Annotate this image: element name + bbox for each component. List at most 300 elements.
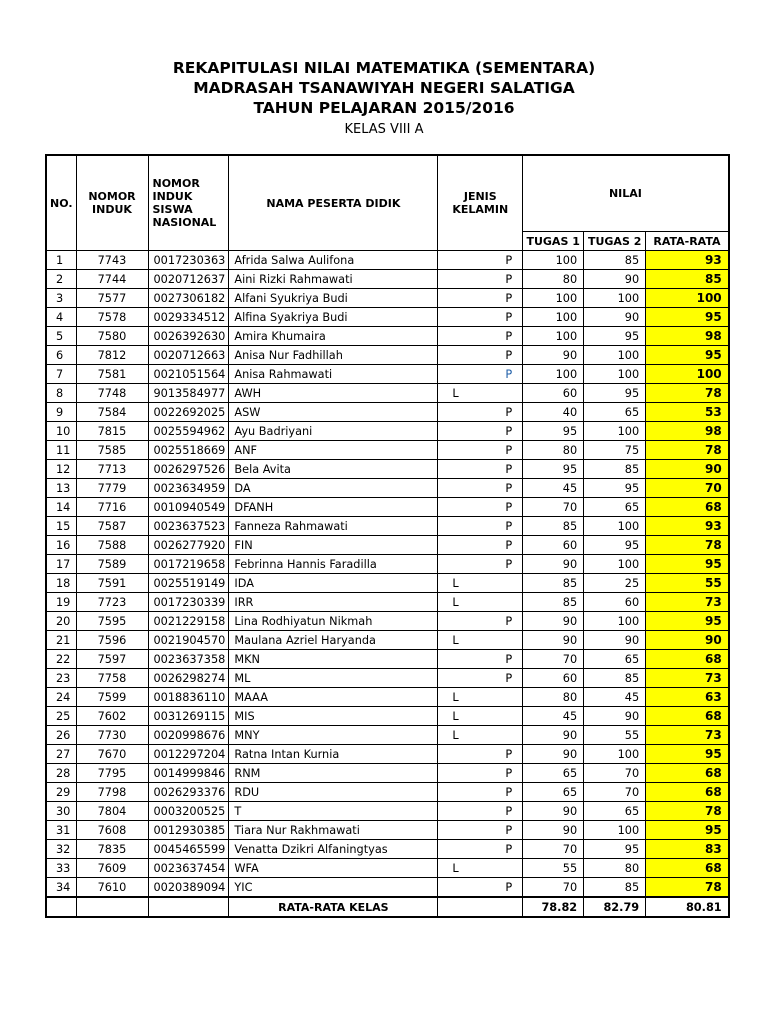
tugas2-score: 90 — [584, 707, 646, 726]
row-number: 30 — [46, 802, 76, 821]
table-row — [46, 536, 729, 555]
gender-p: P — [476, 441, 523, 460]
tugas2-score: 45 — [584, 688, 646, 707]
row-number: 28 — [46, 764, 76, 783]
gender-p: P — [476, 764, 523, 783]
nomor-induk: 7723 — [76, 593, 148, 612]
table-row — [46, 251, 729, 270]
nomor-induk: 7804 — [76, 802, 148, 821]
table-row — [46, 498, 729, 517]
student-name: Tiara Nur Rakhmawati — [229, 821, 438, 840]
average-score: 95 — [646, 308, 729, 327]
gender-p: P — [476, 840, 523, 859]
nomor-induk: 7577 — [76, 289, 148, 308]
gender-l — [438, 555, 476, 574]
tugas1-score: 90 — [523, 821, 584, 840]
gender-l: L — [438, 688, 476, 707]
nomor-induk: 7795 — [76, 764, 148, 783]
gender-l: L — [438, 707, 476, 726]
nisn: 0026392630 — [148, 327, 229, 346]
tugas1-score: 70 — [523, 878, 584, 898]
nisn: 0023637523 — [148, 517, 229, 536]
nomor-induk: 7730 — [76, 726, 148, 745]
nomor-induk: 7713 — [76, 460, 148, 479]
nisn: 0020712637 — [148, 270, 229, 289]
title-line-1: REKAPITULASI NILAI MATEMATIKA (SEMENTARA) — [172, 59, 596, 77]
table-row — [46, 707, 729, 726]
row-number: 14 — [46, 498, 76, 517]
gender-l — [438, 764, 476, 783]
gender-p: P — [476, 270, 523, 289]
gender-p: P — [476, 555, 523, 574]
average-score: 78 — [646, 441, 729, 460]
gender-l — [438, 821, 476, 840]
average-score: 85 — [646, 270, 729, 289]
title-line-3: TAHUN PELAJARAN 2015/2016 — [253, 99, 515, 117]
average-score: 78 — [646, 878, 729, 898]
nomor-induk: 7589 — [76, 555, 148, 574]
gender-l: L — [438, 593, 476, 612]
row-number: 1 — [46, 251, 76, 270]
student-name: Ratna Intan Kurnia — [229, 745, 438, 764]
average-score: 68 — [646, 650, 729, 669]
tugas2-score: 95 — [584, 327, 646, 346]
row-number: 16 — [46, 536, 76, 555]
gender-l — [438, 878, 476, 898]
gender-l — [438, 783, 476, 802]
row-number: 2 — [46, 270, 76, 289]
average-score: 95 — [646, 745, 729, 764]
gender-p: P — [476, 460, 523, 479]
gender-l — [438, 517, 476, 536]
table-row — [46, 764, 729, 783]
tugas2-score: 25 — [584, 574, 646, 593]
tugas2-score: 85 — [584, 878, 646, 898]
gender-p: P — [476, 422, 523, 441]
student-name: MAAA — [229, 688, 438, 707]
row-number: 25 — [46, 707, 76, 726]
gender-p: P — [476, 289, 523, 308]
table-row — [46, 346, 729, 365]
student-name: Ayu Badriyani — [229, 422, 438, 441]
tugas2-score: 85 — [584, 669, 646, 688]
average-score: 98 — [646, 327, 729, 346]
gender-p: P — [476, 669, 523, 688]
gender-l — [438, 840, 476, 859]
tugas2-score: 70 — [584, 783, 646, 802]
gender-l: L — [438, 726, 476, 745]
tugas1-score: 100 — [523, 251, 584, 270]
col-nama-header: NAMA PESERTA DIDIK — [229, 155, 438, 251]
gender-p — [476, 688, 523, 707]
row-number: 9 — [46, 403, 76, 422]
average-score: 70 — [646, 479, 729, 498]
class-average-tugas1: 78.82 — [523, 897, 584, 917]
tugas1-score: 100 — [523, 365, 584, 384]
average-score: 90 — [646, 460, 729, 479]
tugas1-score: 90 — [523, 802, 584, 821]
tugas2-score: 100 — [584, 346, 646, 365]
col-nisn-header: NOMOR INDUK SISWA NASIONAL — [148, 155, 229, 251]
nisn: 9013584977 — [148, 384, 229, 403]
tugas2-score: 60 — [584, 593, 646, 612]
gender-p: P — [476, 650, 523, 669]
gender-l — [438, 498, 476, 517]
row-number: 17 — [46, 555, 76, 574]
nomor-induk: 7595 — [76, 612, 148, 631]
row-number: 23 — [46, 669, 76, 688]
tugas1-score: 55 — [523, 859, 584, 878]
student-name: Maulana Azriel Haryanda — [229, 631, 438, 650]
tugas1-score: 100 — [523, 327, 584, 346]
nomor-induk: 7835 — [76, 840, 148, 859]
tugas1-score: 85 — [523, 574, 584, 593]
table-row — [46, 403, 729, 422]
class-average-rata: 80.81 — [646, 897, 729, 917]
nisn: 0025519149 — [148, 574, 229, 593]
gender-p: P — [476, 498, 523, 517]
tugas1-score: 80 — [523, 441, 584, 460]
student-name: Aini Rizki Rahmawati — [229, 270, 438, 289]
student-name: MKN — [229, 650, 438, 669]
col-nilai-header: NILAI — [523, 155, 729, 232]
tugas1-score: 70 — [523, 840, 584, 859]
student-name: Bela Avita — [229, 460, 438, 479]
table-row — [46, 878, 729, 898]
average-score: 100 — [646, 365, 729, 384]
tugas1-score: 95 — [523, 460, 584, 479]
student-name: WFA — [229, 859, 438, 878]
tugas1-score: 85 — [523, 517, 584, 536]
nisn: 0021051564 — [148, 365, 229, 384]
nomor-induk: 7779 — [76, 479, 148, 498]
row-number: 11 — [46, 441, 76, 460]
table-row — [46, 574, 729, 593]
tugas2-score: 90 — [584, 631, 646, 650]
nisn: 0026277920 — [148, 536, 229, 555]
col-tugas1-header: TUGAS 1 — [523, 232, 584, 251]
average-score: 83 — [646, 840, 729, 859]
table-row — [46, 479, 729, 498]
gender-l — [438, 802, 476, 821]
tugas2-score: 70 — [584, 764, 646, 783]
tugas1-score: 45 — [523, 707, 584, 726]
nisn: 0027306182 — [148, 289, 229, 308]
gender-l — [438, 308, 476, 327]
nisn: 0018836110 — [148, 688, 229, 707]
average-score: 68 — [646, 783, 729, 802]
nisn: 0023637358 — [148, 650, 229, 669]
student-name: RNM — [229, 764, 438, 783]
nisn: 0003200525 — [148, 802, 229, 821]
gender-p — [476, 631, 523, 650]
row-number: 27 — [46, 745, 76, 764]
gender-l — [438, 403, 476, 422]
average-score: 95 — [646, 612, 729, 631]
nisn: 0029334512 — [148, 308, 229, 327]
student-name: ML — [229, 669, 438, 688]
nomor-induk: 7609 — [76, 859, 148, 878]
nisn: 0022692025 — [148, 403, 229, 422]
student-name: Afrida Salwa Aulifona — [229, 251, 438, 270]
nomor-induk: 7716 — [76, 498, 148, 517]
gender-l — [438, 441, 476, 460]
table-row — [46, 555, 729, 574]
tugas2-score: 80 — [584, 859, 646, 878]
nomor-induk: 7591 — [76, 574, 148, 593]
tugas2-score: 100 — [584, 821, 646, 840]
gender-l — [438, 251, 476, 270]
nomor-induk: 7670 — [76, 745, 148, 764]
average-score: 95 — [646, 346, 729, 365]
table-row — [46, 688, 729, 707]
student-name: AWH — [229, 384, 438, 403]
table-row — [46, 517, 729, 536]
gender-p — [476, 593, 523, 612]
table-row — [46, 612, 729, 631]
row-number: 34 — [46, 878, 76, 898]
gender-p: P — [476, 308, 523, 327]
average-score: 90 — [646, 631, 729, 650]
nisn: 0025518669 — [148, 441, 229, 460]
tugas2-score: 75 — [584, 441, 646, 460]
tugas2-score: 100 — [584, 422, 646, 441]
row-number: 12 — [46, 460, 76, 479]
table-row — [46, 460, 729, 479]
gender-p: P — [476, 745, 523, 764]
nomor-induk: 7578 — [76, 308, 148, 327]
col-no-header: NO. — [46, 155, 76, 251]
footer-empty-cell — [76, 897, 148, 917]
tugas2-score: 95 — [584, 479, 646, 498]
table-row — [46, 365, 729, 384]
nomor-induk: 7748 — [76, 384, 148, 403]
gender-l — [438, 365, 476, 384]
tugas2-score: 95 — [584, 384, 646, 403]
nisn: 0020712663 — [148, 346, 229, 365]
row-number: 6 — [46, 346, 76, 365]
table-row — [46, 821, 729, 840]
row-number: 32 — [46, 840, 76, 859]
tugas2-score: 100 — [584, 289, 646, 308]
nisn: 0010940549 — [148, 498, 229, 517]
table-row — [46, 289, 729, 308]
nomor-induk: 7597 — [76, 650, 148, 669]
gender-l — [438, 327, 476, 346]
gender-l — [438, 479, 476, 498]
nisn: 0026298274 — [148, 669, 229, 688]
class-average-label: RATA-RATA KELAS — [229, 897, 438, 917]
student-name: Alfina Syakriya Budi — [229, 308, 438, 327]
gender-p: P — [476, 251, 523, 270]
average-score: 93 — [646, 251, 729, 270]
average-score: 78 — [646, 536, 729, 555]
nomor-induk: 7587 — [76, 517, 148, 536]
nisn: 0020998676 — [148, 726, 229, 745]
nisn: 0014999846 — [148, 764, 229, 783]
gender-p — [476, 726, 523, 745]
gender-l — [438, 612, 476, 631]
gender-p: P — [476, 479, 523, 498]
student-name: MIS — [229, 707, 438, 726]
gender-l — [438, 650, 476, 669]
average-score: 73 — [646, 726, 729, 745]
tugas1-score: 100 — [523, 308, 584, 327]
row-number: 24 — [46, 688, 76, 707]
tugas1-score: 90 — [523, 555, 584, 574]
row-number: 13 — [46, 479, 76, 498]
average-score: 95 — [646, 555, 729, 574]
col-nomor-induk-header: NOMOR INDUK — [76, 155, 148, 251]
student-name: Anisa Nur Fadhillah — [229, 346, 438, 365]
average-score: 95 — [646, 821, 729, 840]
nisn: 0012297204 — [148, 745, 229, 764]
tugas1-score: 70 — [523, 650, 584, 669]
gender-p: P — [476, 783, 523, 802]
nisn: 0026293376 — [148, 783, 229, 802]
average-score: 100 — [646, 289, 729, 308]
gender-p — [476, 707, 523, 726]
tugas1-score: 65 — [523, 764, 584, 783]
nisn: 0021229158 — [148, 612, 229, 631]
gender-l — [438, 460, 476, 479]
table-row — [46, 745, 729, 764]
nisn: 0026297526 — [148, 460, 229, 479]
row-number: 19 — [46, 593, 76, 612]
gender-p: P — [476, 365, 523, 384]
student-name: ANF — [229, 441, 438, 460]
tugas2-score: 85 — [584, 251, 646, 270]
nomor-induk: 7798 — [76, 783, 148, 802]
table-row — [46, 783, 729, 802]
nomor-induk: 7610 — [76, 878, 148, 898]
row-number: 31 — [46, 821, 76, 840]
tugas1-score: 90 — [523, 726, 584, 745]
student-name: DA — [229, 479, 438, 498]
nomor-induk: 7812 — [76, 346, 148, 365]
gender-p: P — [476, 878, 523, 898]
nomor-induk: 7608 — [76, 821, 148, 840]
table-row — [46, 270, 729, 289]
nomor-induk: 7815 — [76, 422, 148, 441]
average-score: 93 — [646, 517, 729, 536]
gender-p: P — [476, 403, 523, 422]
average-score: 63 — [646, 688, 729, 707]
gender-p — [476, 859, 523, 878]
table-row — [46, 441, 729, 460]
table-row — [46, 840, 729, 859]
average-score: 73 — [646, 593, 729, 612]
gender-p — [476, 384, 523, 403]
table-row — [46, 593, 729, 612]
table-row — [46, 726, 729, 745]
tugas1-score: 95 — [523, 422, 584, 441]
tugas2-score: 90 — [584, 308, 646, 327]
col-jenis-kelamin-header: JENIS KELAMIN — [438, 155, 523, 251]
gender-p: P — [476, 517, 523, 536]
table-row — [46, 669, 729, 688]
tugas2-score: 90 — [584, 270, 646, 289]
footer-empty-cell — [46, 897, 76, 917]
average-score: 78 — [646, 384, 729, 403]
tugas1-score: 60 — [523, 669, 584, 688]
tugas1-score: 60 — [523, 536, 584, 555]
table-header — [46, 155, 729, 251]
nomor-induk: 7743 — [76, 251, 148, 270]
nisn: 0017230363 — [148, 251, 229, 270]
average-score: 98 — [646, 422, 729, 441]
tugas2-score: 85 — [584, 460, 646, 479]
nomor-induk: 7758 — [76, 669, 148, 688]
average-score: 68 — [646, 859, 729, 878]
gender-l — [438, 422, 476, 441]
col-tugas2-header: TUGAS 2 — [584, 232, 646, 251]
nomor-induk: 7588 — [76, 536, 148, 555]
student-name: YIC — [229, 878, 438, 898]
student-name: IDA — [229, 574, 438, 593]
row-number: 26 — [46, 726, 76, 745]
table-footer — [46, 897, 729, 917]
tugas1-score: 90 — [523, 612, 584, 631]
col-rata-header: RATA-RATA — [646, 232, 729, 251]
student-name: Venatta Dzikri Alfaningtyas — [229, 840, 438, 859]
row-number: 22 — [46, 650, 76, 669]
nisn: 0025594962 — [148, 422, 229, 441]
row-number: 21 — [46, 631, 76, 650]
tugas2-score: 95 — [584, 536, 646, 555]
gender-p — [476, 574, 523, 593]
tugas2-score: 65 — [584, 802, 646, 821]
tugas1-score: 70 — [523, 498, 584, 517]
tugas1-score: 90 — [523, 631, 584, 650]
nisn: 0045465599 — [148, 840, 229, 859]
gender-l — [438, 745, 476, 764]
tugas2-score: 95 — [584, 840, 646, 859]
tugas2-score: 100 — [584, 745, 646, 764]
nomor-induk: 7585 — [76, 441, 148, 460]
nomor-induk: 7584 — [76, 403, 148, 422]
gender-l: L — [438, 631, 476, 650]
tugas1-score: 80 — [523, 270, 584, 289]
nomor-induk: 7580 — [76, 327, 148, 346]
average-score: 73 — [646, 669, 729, 688]
nomor-induk: 7602 — [76, 707, 148, 726]
tugas2-score: 100 — [584, 612, 646, 631]
tugas1-score: 85 — [523, 593, 584, 612]
tugas2-score: 65 — [584, 650, 646, 669]
student-name: ASW — [229, 403, 438, 422]
gender-p: P — [476, 802, 523, 821]
student-name: Fanneza Rahmawati — [229, 517, 438, 536]
row-number: 5 — [46, 327, 76, 346]
average-score: 53 — [646, 403, 729, 422]
tugas2-score: 65 — [584, 403, 646, 422]
gender-l — [438, 536, 476, 555]
tugas1-score: 90 — [523, 745, 584, 764]
tugas1-score: 90 — [523, 346, 584, 365]
document-header — [0, 58, 768, 139]
table-row — [46, 650, 729, 669]
gender-p: P — [476, 821, 523, 840]
nisn: 0023637454 — [148, 859, 229, 878]
gender-l: L — [438, 859, 476, 878]
average-score: 68 — [646, 498, 729, 517]
footer-empty-cell — [148, 897, 229, 917]
gender-p: P — [476, 327, 523, 346]
nisn: 0017230339 — [148, 593, 229, 612]
average-score: 78 — [646, 802, 729, 821]
table-row — [46, 631, 729, 650]
